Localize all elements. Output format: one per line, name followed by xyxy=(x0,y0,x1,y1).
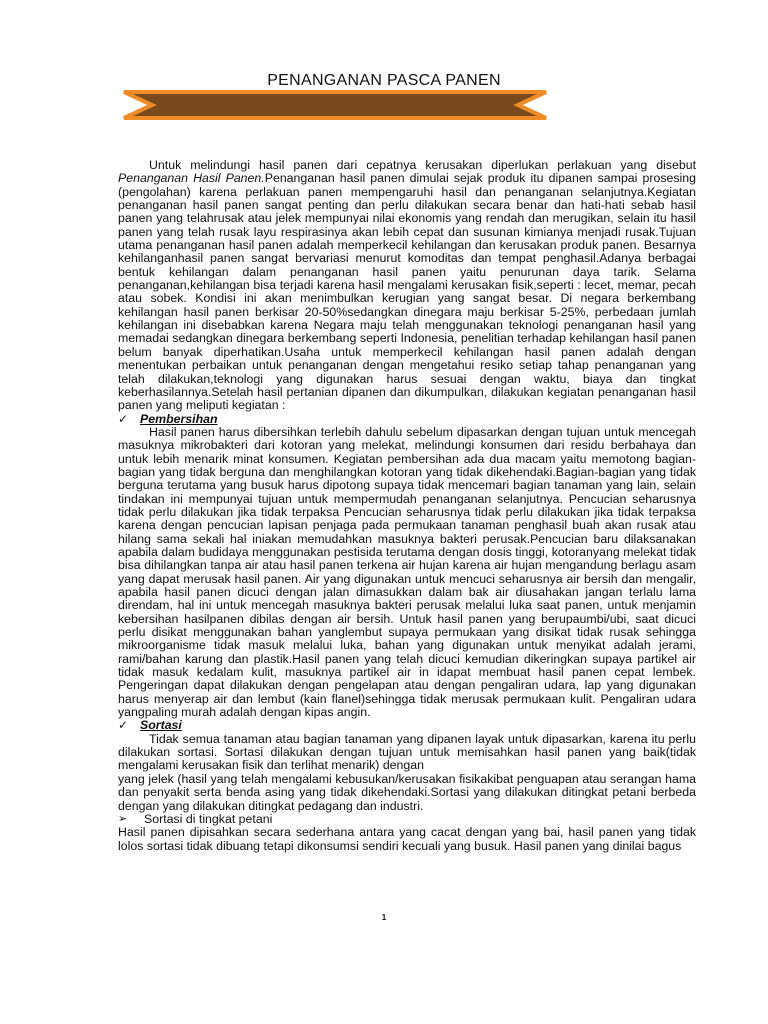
sortasi-petani-paragraph: Hasil panen dipisahkan secara sederhana antara yang cacat dengan yang bai, hasil panen yang tidak lolos sortasi tidak dibuang tetapi dikonsumsi sendiri kecuali yang busuk. Hasil panen yang dinilai bagus xyxy=(118,825,696,853)
section-heading-pembersihan xyxy=(118,413,696,426)
pembersihan-paragraph: Hasil panen harus dibersihkan terlebih dahulu sebelum dipasarkan dengan tujuan untuk mencegah masuknya mikrobakteri dari kotoran yang melekat, melindungi konsumen dari residu berbahaya dan untuk lebih menarik minat konsumen. Kegiatan pembersihan ada dua macam yaitu memotong bagian-bagian yang tidak berguna dan menghilangkan kotoran yang tidak dikehendaki.Bagian-bagian yang tidak berguna terutama yang busuk harus dipotong supaya tidak mencemari bagian tanaman yang lain, selain tindakan ini mempunyai tujuan untuk mempermudah penanganan selanjutnya. Pencucian seharusnya tidak perlu dilakukan jika tidak terpaksa Pencucian seharusnya tidak perlu dilakukan jika tidak terpaksa karena dengan pencucian lapisan penjaga pada permukaan tanaman penghasil buah akan rusak atau hilang sama sekali hal iniakan memudahkan masuknya bakteri perusak.Pencucian baru dilaksanakan apabila dalam budidaya menggunakan pestisida terutama dengan dosis tinggi, kotoranyang melekat tidak bisa dihilangkan tanpa air atau hasil panen terkena air hujan karena air hujan mengandung berlagu asam yang dapat merusak hasil panen. Air yang digunakan untuk mencuci seharusnya air bersih dan mengalir, apabila hasil panen dicuci dengan jalan dimasukkan dalam bak air diusahakan jangan terlalu lama direndam, hal ini untuk mencegah masuknya bakteri perusak melalui luka saat panen, untuk menjamin kebersihan hasilpanen dibilas dengan air bersih. Untuk hasil panen yang berupaumbi/ubi, saat dicuci perlu disikat menggunakan bahan yanglembut supaya permukaan yang disikat tidak rusak sehingga mikroorganisme tidak masuk melalui luka, bahan yang digunakan untuk menyikat adalah jerami, rami/bahan karung dan plastik.Hasil panen yang telah dicuci kemudian dikeringkan supaya partikel air tidak masuk kedalam kulit, masuknya partikel air in idapat membuat hasil panen cepat lembek. Pengeringan dapat dilakukan dengan pengelapan atau dengan pengaliran udara, lap yang digunakan harus menyerap air dan lembut (kain flanel)sehingga tidak merusak permukaan kulit. Pengaliran udara yangpaling murah adalah dengan kipas angin. xyxy=(118,424,696,720)
title-banner xyxy=(120,89,550,121)
sortasi-paragraph-continued: yang jelek (hasil yang telah mengalami kebusukan/kerusakan fisikakibat penguapan atau serangan hama dan penyakit serta benda asing yang tidak dikehendaki.Sortasi yang dilakukan ditingkat petani berbeda dengan yang dilakukan ditingkat pedagang dan industri. xyxy=(118,771,696,813)
check-icon: ✓ xyxy=(118,411,129,426)
heading-pembersihan: Pembersihan xyxy=(140,411,218,426)
page-number: 1 xyxy=(381,913,387,922)
section-heading-sortasi xyxy=(118,719,696,732)
heading-sortasi: Sortasi xyxy=(140,718,182,733)
check-icon: ✓ xyxy=(118,718,129,733)
banner-shape xyxy=(124,92,546,118)
intro-term: Penanganan Hasil Panen. xyxy=(118,171,265,186)
heading-sortasi-petani: Sortasi di tingkat petani xyxy=(144,811,273,826)
intro-lead: Untuk melindungi hasil panen dari cepatnya kerusakan diperlukan perlakuan yang disebut xyxy=(149,158,696,172)
document-body xyxy=(118,159,696,853)
intro-paragraph xyxy=(118,159,696,413)
section-heading-sortasi-petani xyxy=(118,813,696,826)
intro-body: Penanganan hasil panen dimulai sejak produk itu dipanen sampai prosesing (pengolahan) karena perlakuan panen mempengaruhi hasil dan penanganan selanjutnya.Kegiatan penanganan hasil panen sangat penting dan perlu dilakukan secara benar dan hati-hati sebab hasil panen yang telahrusak atau jelek mempunyai nilai ekonomis yang rendah dan merugikan, selain itu hasil panen yang telah rusak layu respirasinya akan lebih cepat dan susunan kimianya menjadi rusak.Tujuan utama penanganan hasil panen adalah memperkecil kehilangan dan kerusakan produk panen. Besarnya kehilanganhasil panen sangat bervariasi menurut komoditas dan tempat penghasil.Adanya berbagai bentuk kehilangan dalam penanganan hasil panen yaitu penurunan daya tarik. Selama penanganan,kehilangan bisa terjadi karena hasil mengalami kerusakan fisik,seperti : lecet, memar, pecah atau sobek. Kondisi ini akan menimbulkan kerugian yang sangat besar. Di negara berkembang kehilangan hasil panen berkisar 20-50%sedangkan dinegara maju berkisar 5-25%, perbedaan jumlah kehilangan ini disebabkan karena Negara maju telah menggunakan teknologi penanganan hasil yang memadai sedangkan dinegara berkembang seperti Indonesia, penelitian terhadap kehilangan hasil panen belum banyak diperhatikan.Usaha untuk memperkecil kehilangan hasil panen adalah dengan menentukan perbaikan untuk penanganan dengan mengetahui resiko setiap tahap penanganan yang telah dilakukan,teknologi yang digunakan harus sesuai dengan waktu, biaya dan tingkat keberhasilannya.Setelah hasil pertanian dipanen dan dikumpulkan, dilakukan kegiatan penanganan hasil panen yang meliputi kegiatan : xyxy=(118,171,697,413)
sortasi-paragraph: Tidak semua tanaman atau bagian tanaman yang dipanen layak untuk dipasarkan, karena itu perlu dilakukan sortasi. Sortasi dilakukan dengan tujuan untuk memisahkan hasil panen yang baik(tidak mengalami kerusakan fisik dan terlihat menarik) dengan xyxy=(118,731,696,773)
page-title: PENANGANAN PASCA PANEN xyxy=(267,72,501,89)
arrow-bullet-icon: ➢ xyxy=(118,812,128,825)
